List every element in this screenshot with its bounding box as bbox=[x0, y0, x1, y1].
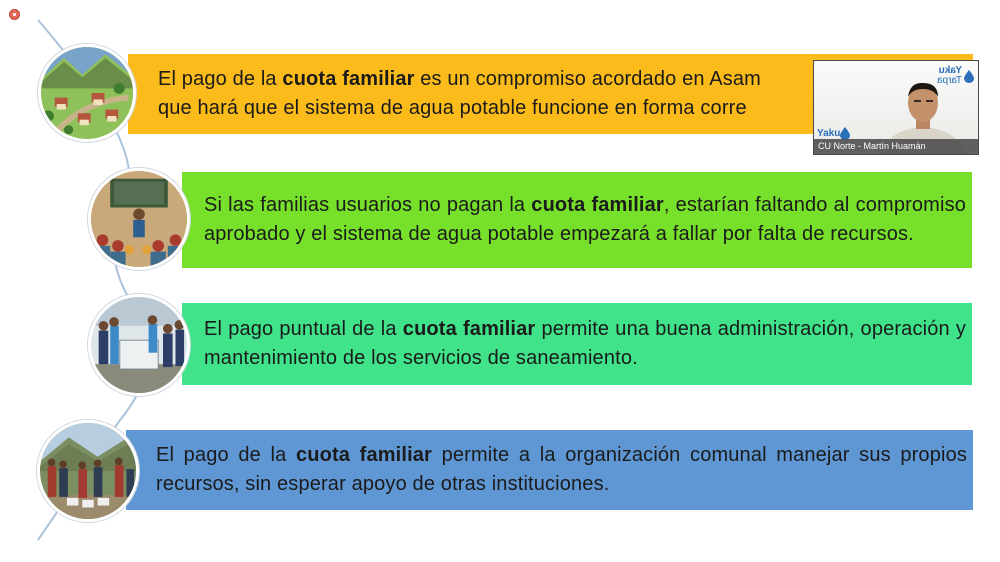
band-4-text bbox=[156, 441, 967, 499]
band-2-text-end: , estarían faltando al compromiso aprobado y el sistema de agua potable empezará a fallar por falta de recursos. bbox=[204, 194, 967, 245]
info-band-4 bbox=[126, 430, 973, 510]
logo-line-2: Tarpa bbox=[936, 75, 962, 86]
band-3-text-start: El pago puntual de la bbox=[204, 318, 403, 340]
participant-video-tile[interactable] bbox=[813, 60, 979, 155]
band-4-text-bold: cuota familiar bbox=[295, 444, 432, 466]
community-group-photo-icon bbox=[37, 420, 139, 522]
band-3-text-bold: cuota familiar bbox=[402, 318, 536, 340]
band-1-text-end: es un compromiso acordado en Asam bbox=[414, 68, 761, 90]
band-2-text bbox=[204, 191, 966, 249]
band-1-text-line2: que hará que el sistema de agua potable funcione en forma corre bbox=[158, 97, 747, 119]
band-4-text-start: El pago de la bbox=[156, 444, 296, 466]
band-3-text bbox=[204, 315, 966, 373]
community-assembly-icon bbox=[88, 168, 190, 270]
band-3-text-end: permite una buena administración, operación y mantenimiento de los servicios de saneamiento. bbox=[204, 318, 966, 369]
participant-name-label: CU Norte - Martín Huamán bbox=[814, 139, 978, 154]
band-1-text-bold: cuota familiar bbox=[282, 68, 415, 90]
band-1-text-start: El pago de la bbox=[158, 68, 283, 90]
band-2-text-start: Si las familias usuarios no pagan la bbox=[204, 194, 532, 216]
info-band-3 bbox=[182, 303, 972, 385]
logo-line-1: Yaku bbox=[938, 65, 962, 76]
band-4-text-end: permite a la organización comunal manejar sus propios recursos, sin esperar apoyo de otras instituciones. bbox=[156, 444, 967, 495]
band-2-text-bold: cuota familiar bbox=[531, 194, 664, 216]
info-band-2 bbox=[182, 172, 972, 268]
logo-small-text: Yaku bbox=[817, 127, 841, 139]
water-tank-group-icon bbox=[88, 294, 190, 396]
village-illustration-icon bbox=[38, 44, 136, 142]
